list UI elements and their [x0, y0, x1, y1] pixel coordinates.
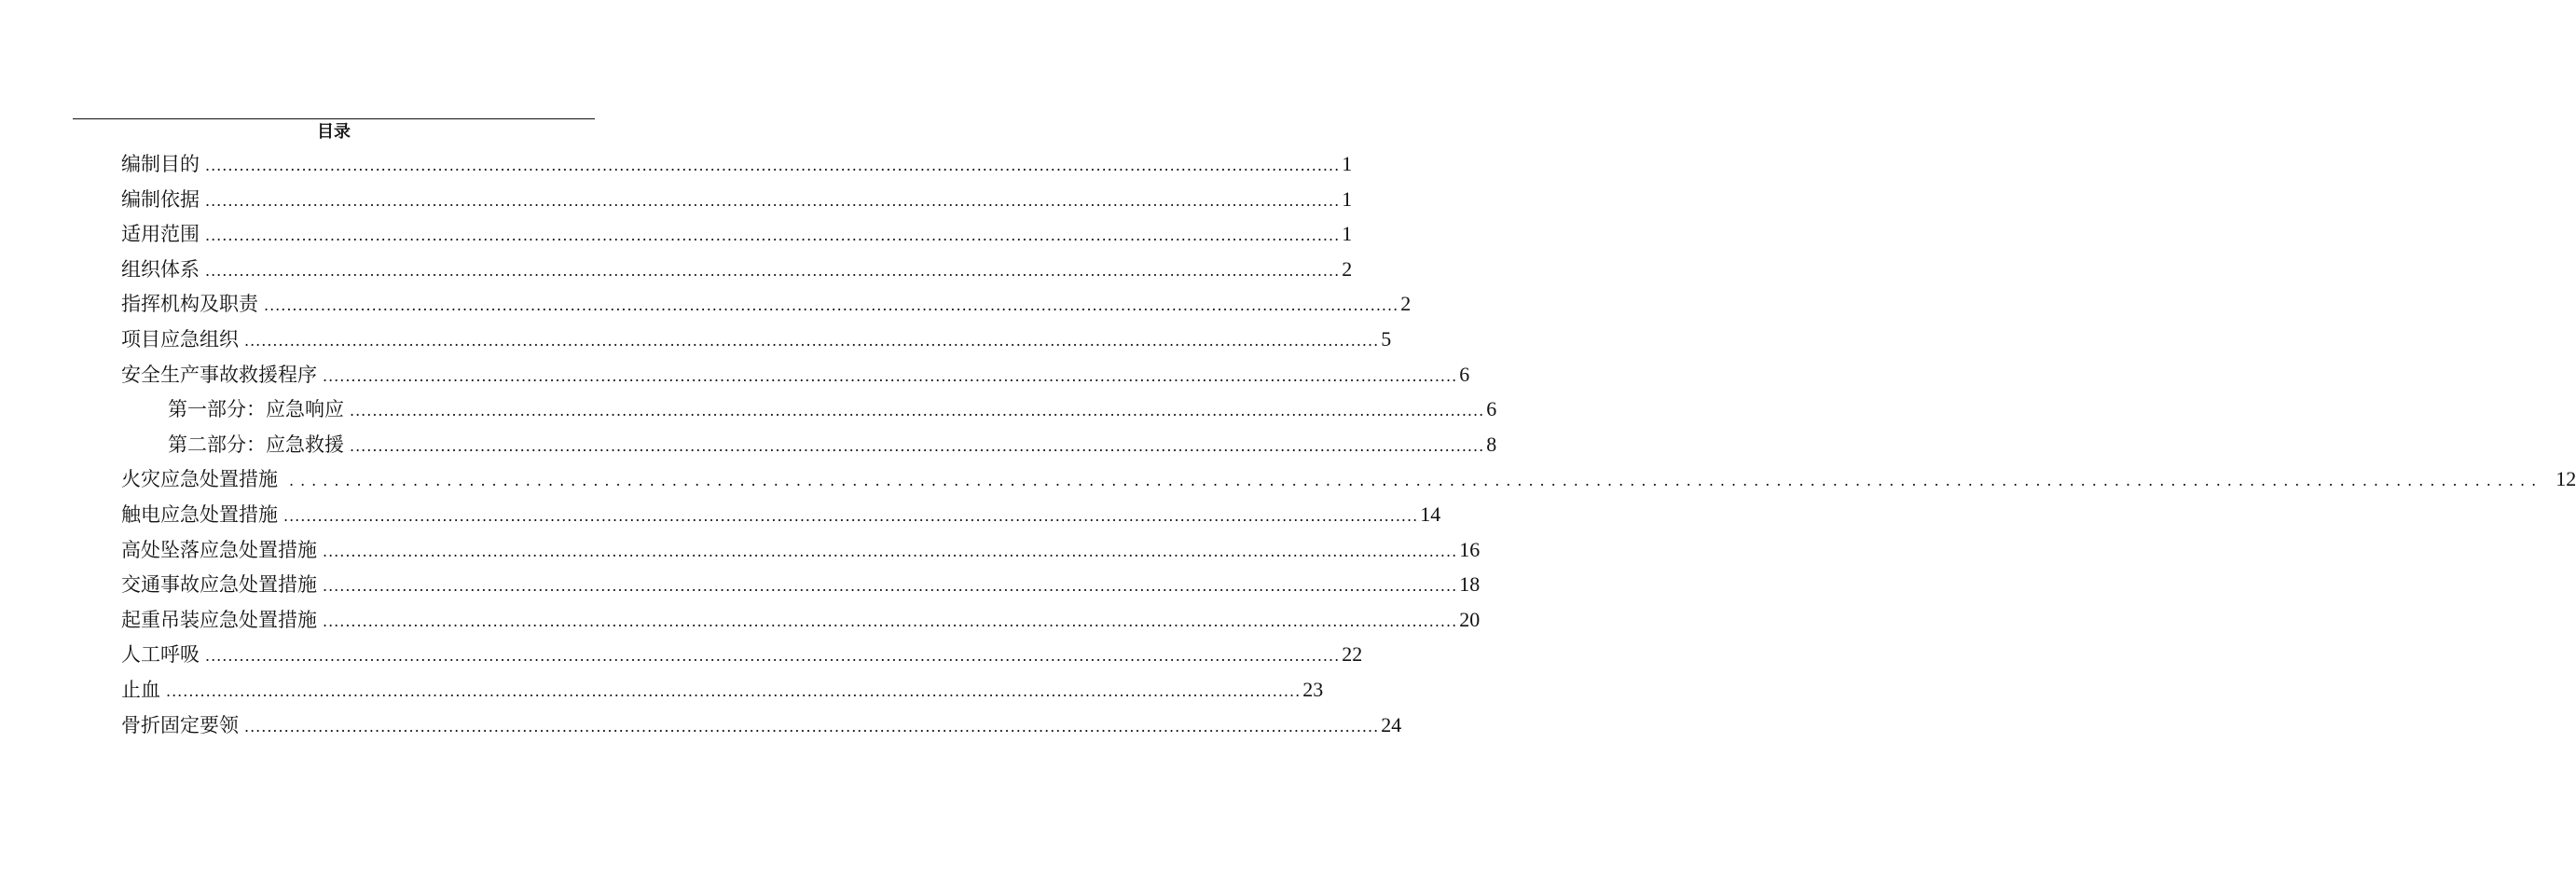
toc-dot-leader: ........................................................................................................................................................................................................ [283, 506, 1419, 525]
toc-entry-page-number: 20 [1459, 607, 1481, 631]
toc-dot-leader: ........................................................................................................................................................................................................ [244, 717, 1380, 736]
toc-dot-leader: ........................................................................................................................................................................................................ [205, 157, 1341, 174]
toc-entry-label: 人工呼吸 [121, 643, 200, 667]
toc-entry[interactable] [121, 532, 1481, 568]
toc-entry-label: 安全生产事故救援程序 [121, 363, 317, 386]
toc-dot-leader: ........................................................................................................................................................................................................ [350, 436, 1485, 455]
toc-dot-leader: ........................................................................................................................................................................................................ [166, 681, 1302, 700]
toc-entry[interactable] [121, 182, 1353, 217]
toc-entry-page-number: 2 [1342, 256, 1353, 281]
toc-entry[interactable] [121, 146, 1353, 182]
toc-entry[interactable] [121, 637, 1363, 672]
toc-dot-leader: ........................................................................................................................................................................................................ [205, 261, 1341, 280]
toc-entry-label: 止血 [121, 678, 160, 701]
toc-entry-label: 第二部分：应急救援 [168, 433, 344, 456]
toc-entry-label: 编制目的 [121, 153, 200, 175]
toc-entry[interactable] [121, 602, 1481, 638]
toc-entry-page-number: 16 [1459, 537, 1481, 561]
toc-dot-leader: ........................................................................................................................................................................................................ [205, 191, 1341, 210]
toc-entry-label: 编制依据 [121, 187, 200, 211]
toc-entry[interactable] [121, 427, 1497, 462]
toc-dot-leader: ........................................................................................................................................................................................................ [264, 296, 1399, 315]
toc-dot-leader: ........................................................................................................................................................................................................ [323, 612, 1458, 630]
toc-entry-label: 第一部分：应急响应 [168, 398, 344, 421]
toc-entry[interactable] [121, 672, 1324, 708]
toc-entry-page-number: 2 [1400, 292, 1412, 316]
toc-entry[interactable] [121, 252, 1353, 287]
toc-entry-page-number: 22 [1342, 642, 1363, 667]
toc-entry-page-number: 6 [1459, 362, 1470, 386]
toc-dot-leader: ........................................................................................................................................................................................................ [350, 402, 1485, 420]
toc-entry-label: 项目应急组织 [121, 327, 239, 351]
toc-entry-label: 起重吊装应急处置措施 [121, 608, 317, 631]
toc-dot-leader: ........................................................................................................................................................................................................ [323, 366, 1458, 385]
toc-entry-label: 火灾应急处置措施 [121, 468, 278, 491]
header-rule [73, 118, 595, 119]
toc-dot-leader: ........................................................................................................................................................................................................ [323, 577, 1458, 596]
toc-entry-label: 适用范围 [121, 223, 200, 246]
toc-entry-label: 骨折固定要领 [121, 713, 239, 736]
toc-entry-page-number: 18 [1459, 572, 1481, 597]
toc-entry-page-number: 1 [1342, 222, 1353, 246]
toc-entry[interactable] [121, 708, 1402, 743]
table-of-contents [121, 146, 2576, 742]
toc-entry[interactable] [121, 497, 1441, 532]
toc-entry[interactable] [121, 567, 1481, 602]
toc-entry[interactable] [121, 357, 1470, 392]
toc-entry-page-number: 14 [1420, 502, 1441, 526]
toc-dot-leader: ........................................................................................................................................................................................................ [205, 647, 1341, 666]
toc-dot-leader: ........................................................................................................................................................................................................ [289, 472, 2543, 490]
toc-entry[interactable] [121, 286, 1412, 322]
toc-entry-label: 组织体系 [121, 257, 200, 281]
toc-entry-page-number: 12 [2555, 467, 2576, 491]
toc-entry[interactable] [121, 216, 1353, 252]
toc-entry-page-number: 5 [1381, 326, 1392, 351]
toc-entry-label: 交通事故应急处置措施 [121, 573, 317, 597]
toc-entry-label: 触电应急处置措施 [121, 502, 278, 526]
toc-entry-page-number: 23 [1302, 677, 1324, 701]
toc-entry[interactable] [121, 392, 1497, 427]
toc-dot-leader: ........................................................................................................................................................................................................ [205, 227, 1341, 245]
toc-entry-page-number: 24 [1381, 712, 1402, 736]
toc-entry-label: 指挥机构及职责 [121, 293, 258, 316]
toc-entry-page-number: 1 [1342, 186, 1353, 211]
toc-entry-page-number: 6 [1486, 397, 1497, 421]
toc-entry-page-number: 1 [1342, 152, 1353, 175]
toc-entry[interactable] [121, 322, 1392, 357]
toc-entry[interactable] [121, 461, 2576, 497]
toc-dot-leader: ........................................................................................................................................................................................................ [244, 331, 1380, 350]
toc-entry-page-number: 8 [1486, 432, 1497, 456]
toc-title: 目录 [317, 122, 351, 142]
toc-entry-label: 高处坠落应急处置措施 [121, 538, 317, 561]
toc-dot-leader: ........................................................................................................................................................................................................ [323, 542, 1458, 560]
